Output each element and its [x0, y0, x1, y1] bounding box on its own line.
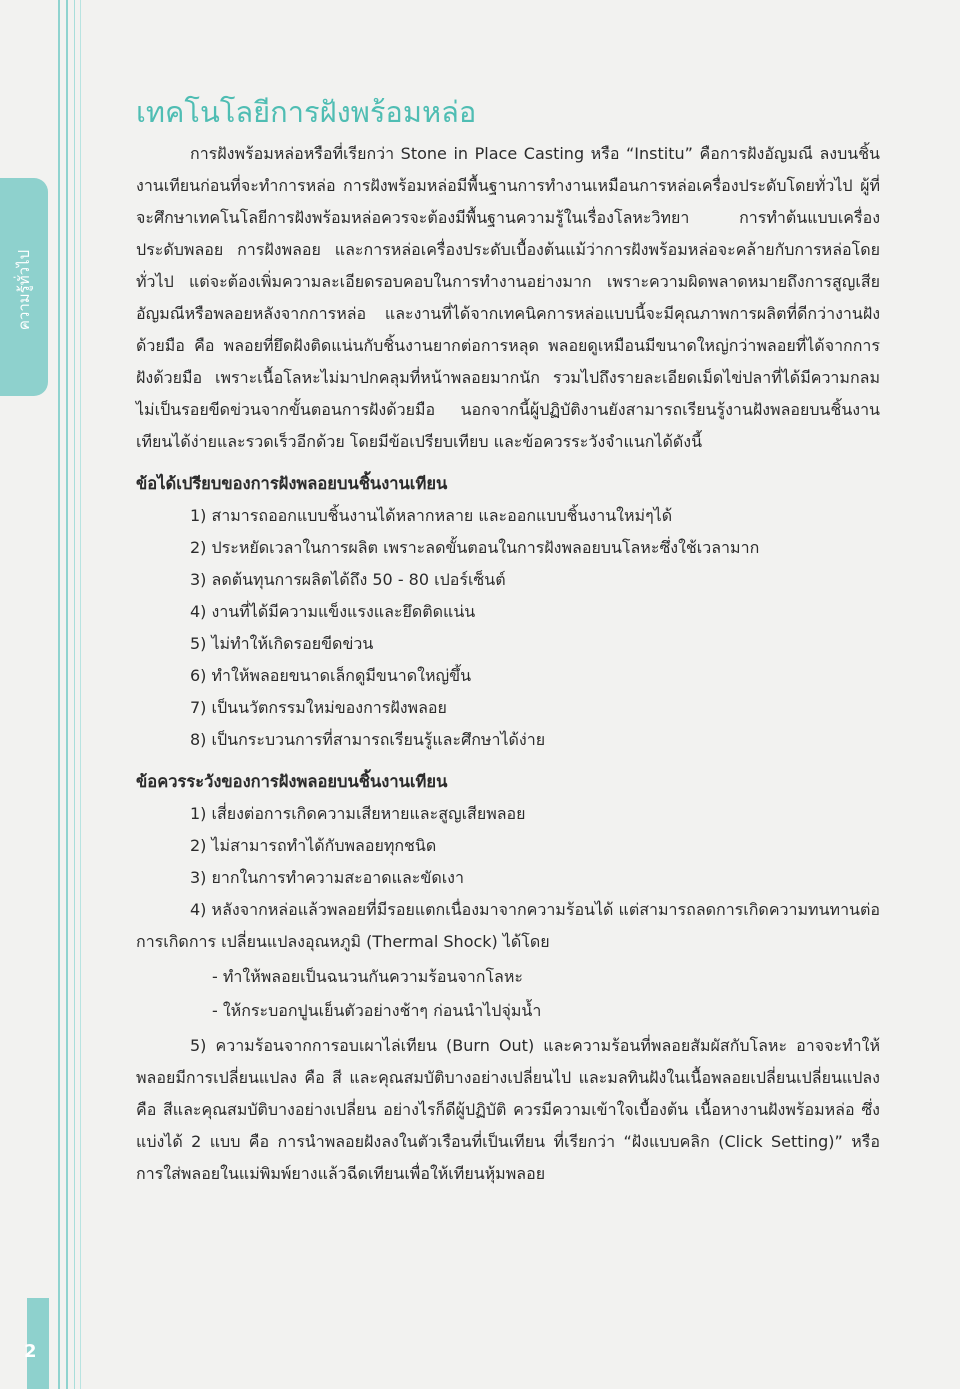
list-item: 2) ประหยัดเวลาในการผลิต เพราะลดขั้นตอนในการฝังพลอยบนโลหะซึ่งใช้เวลามาก — [190, 538, 760, 557]
list-item: 4) งานที่ได้มีความแข็งแรงและยึดติดแน่น — [190, 602, 476, 621]
list-item: 1) เสี่ยงต่อการเกิดความเสียหายและสูญเสียพลอย — [190, 804, 526, 823]
list-item: 8) เป็นกระบวนการที่สามารถเรียนรู้และศึกษาได้ง่าย — [190, 730, 546, 749]
cautions-list — [136, 798, 880, 958]
section-side-tab-label: ความรู้ทั่วไป — [15, 249, 33, 331]
list-item: 2) ไม่สามารถทำได้กับพลอยทุกชนิด — [190, 836, 437, 855]
list-item: 4) หลังจากหล่อแล้วพลอยที่มีรอยแตกเนื่องมาจากความร้อนได้ แต่สามารถลดการเกิดความทนทานต่อการเกิดการ เปลี่ยนแปลงอุณหภูมิ (Thermal Shock) ได้โดย — [136, 900, 880, 951]
cautions-heading: ข้อควรระวังของการฝังพลอยบนชิ้นงานเทียน — [136, 772, 448, 791]
page-title: เทคโนโลยีการฝังพร้อมหล่อ — [136, 95, 477, 129]
advantages-list — [136, 500, 880, 756]
sub-list-item: - ให้กระบอกปูนเย็นตัวอย่างช้าๆ ก่อนนำไปจุ่มน้ำ — [212, 1001, 542, 1020]
list-item: 5) ไม่ทำให้เกิดรอยขีดข่วน — [190, 634, 374, 653]
sub-list-item: - ทำให้พลอยเป็นฉนวนกันความร้อนจากโลหะ — [212, 967, 523, 986]
thermal-shock-sublist — [136, 960, 880, 1028]
main-content — [136, 90, 880, 1190]
decorative-rule — [74, 0, 75, 1389]
list-item: 6) ทำให้พลอยขนาดเล็กดูมีขนาดใหญ่ขึ้น — [190, 666, 471, 685]
list-item: 7) เป็นนวัตกรรมใหม่ของการฝังพลอย — [190, 698, 447, 717]
cautions-list-continued — [136, 1030, 880, 1190]
decorative-rule — [58, 0, 60, 1389]
list-item: 1) สามารถออกแบบชิ้นงานได้หลากหลาย และออกแบบชิ้นงานใหม่ๆได้ — [190, 506, 673, 525]
intro-paragraph: การฝังพร้อมหล่อหรือที่เรียกว่า Stone in Place Casting หรือ “Institu” คือการฝังอัญมณี ลงบนชิ้นงานเทียนก่อนที่จะทำการหล่อ การฝังพร้อมหล่อมีพื้นฐานการทำงานเหมือนการหล่อเครื่องประดับโดยทั่วไป ผู้ที่จะศึกษาเทคโนโลยีการฝังพร้อมหล่อควรจะต้องมีพื้นฐานความรู้ในเรื่องโลหะวิทยา การทำต้นแบบเครื่องประดับพลอย การฝังพลอย และการหล่อเครื่องประดับเบื้องต้นแม้ว่าการฝังพร้อมหล่อจะคล้ายกับการหล่อโดยทั่วไป แต่จะต้องเพิ่มความละเอียดรอบคอบในการทำงานอย่างมาก เพราะความผิดพลาดหมายถึงการสูญเสียอัญมณีหรือพลอยหลังจากการหล่อ และงานที่ได้จากเทคนิคการหล่อแบบนี้จะมีคุณภาพการผลิตที่ดีกว่างานฝังด้วยมือ คือ พลอยที่ยึดฝังติดแน่นกับชิ้นงานยากต่อการหลุด พลอยดูเหมือนมีขนาดใหญ่กว่าพลอยที่ได้จากการฝังด้วยมือ เพราะเนื้อโลหะไม่มาปกคลุมที่หน้าพลอยมากนัก รวมไปถึงรายละเอียดเม็ดไข่ปลาที่ได้มีความกลมไม่เป็นรอยขีดข่วนจากขั้นตอนการฝังด้วยมือ นอกจากนี้ผู้ปฏิบัติงานยังสามารถเรียนรู้งานฝังพลอยบนชิ้นงานเทียนได้ง่ายและรวดเร็วอีกด้วย โดยมีข้อเปรียบเทียบ และข้อควรระวังจำแนกได้ดังนี้ — [136, 144, 880, 451]
advantages-heading: ข้อได้เปรียบของการฝังพลอยบนชิ้นงานเทียน — [136, 474, 448, 493]
decorative-rule — [66, 0, 68, 1389]
page-number: 2 — [24, 1341, 37, 1362]
list-item: 3) ยากในการทำความสะอาดและขัดเงา — [190, 868, 464, 887]
list-item: 3) ลดต้นทุนการผลิตได้ถึง 50 - 80 เปอร์เซ็นต์ — [190, 570, 506, 589]
list-item: 5) ความร้อนจากการอบเผาไล่เทียน (Burn Out) และความร้อนที่พลอยสัมผัสกับโลหะ อาจจะทำให้พลอยมีการเปลี่ยนแปลง คือ สี และคุณสมบัติบางอย่างเปลี่ยนไป และมลทินฝังในเนื้อพลอยเปลี่ยนเปลี่ยนแปลง คือ สีและคุณสมบัติบางอย่างเปลี่ยน อย่างไรก็ดีผู้ปฏิบัติ ควรมีความเข้าใจเบื้องต้น เนื้อหางานฝังพร้อมหล่อ ซึ่งแบ่งได้ 2 แบบ คือ การนำพลอยฝังลงในตัวเรือนที่เป็นเทียน ที่เรียกว่า “ฝังแบบคลิก (Click Setting)” หรือ การใส่พลอยในแม่พิมพ์ยางแล้วฉีดเทียนเพื่อให้เทียนหุ้มพลอย — [136, 1036, 881, 1183]
decorative-rule — [80, 0, 81, 1389]
